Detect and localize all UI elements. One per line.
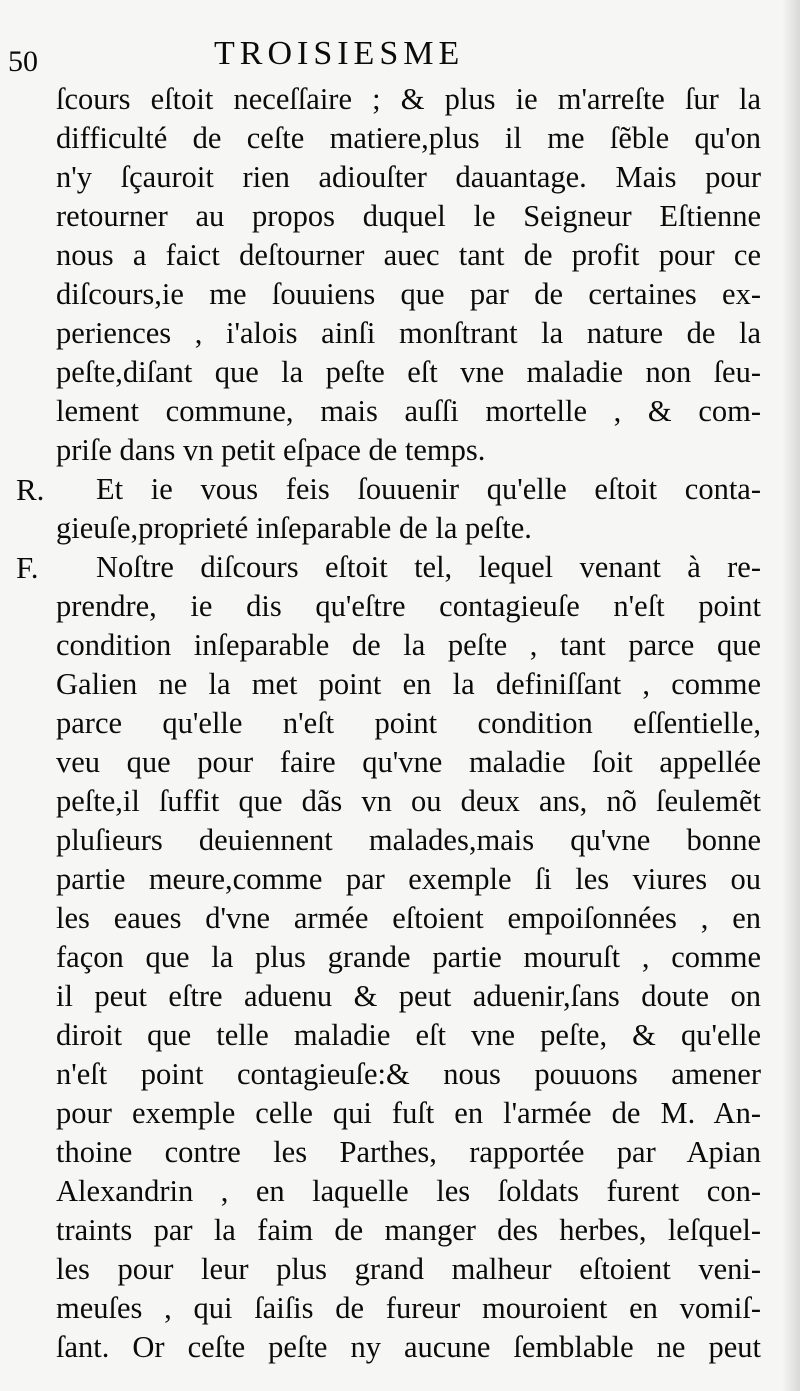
text-line (0, 821, 800, 860)
line-text: meuſes , qui ſaiſis de fureur mouroient en vomiſ- (56, 1291, 761, 1325)
text-line (0, 938, 800, 977)
text-line (0, 743, 800, 782)
line-text: Alexandrin , en laquelle les ſoldats furent con- (56, 1174, 761, 1208)
speaker-label: F. (16, 550, 39, 585)
text-line (0, 1094, 800, 1133)
text-line (0, 158, 800, 197)
text-line (0, 431, 800, 470)
text-line (0, 353, 800, 392)
text-line (0, 626, 800, 665)
line-text: pluſieurs deuiennent malades,mais qu'vne bonne (56, 823, 761, 857)
line-text: partie meure,comme par exemple ſi les viures ou (56, 862, 761, 896)
line-text: priſe dans vn petit eſpace de temps. (56, 433, 486, 467)
text-line (0, 1133, 800, 1172)
text-line (0, 275, 800, 314)
line-text: gieuſe,proprieté inſeparable de la peſte. (56, 511, 532, 545)
line-text: parce qu'elle n'eſt point condition eſſentielle, (56, 706, 761, 740)
line-text: ſcours eſtoit neceſſaire ; & plus ie m'arreſte ſur la (56, 82, 761, 116)
text-line (0, 1016, 800, 1055)
line-text: prendre, ie dis qu'eſtre contagieuſe n'eſt point (56, 589, 761, 623)
text-line (0, 314, 800, 353)
line-text: peſte,diſant que la peſte eſt vne maladie non ſeu- (56, 355, 761, 389)
line-text: peſte,il ſuffit que dãs vn ou deux ans, nõ ſeulemẽt (56, 784, 761, 818)
text-line (0, 470, 800, 509)
text-line (0, 1328, 800, 1367)
running-head-title: TROISIESME (214, 35, 465, 72)
text-line (0, 548, 800, 587)
line-text: pour exemple celle qui fuſt en l'armée de M. An- (56, 1096, 761, 1130)
line-text: Galien ne la met point en la definiſſant , comme (56, 667, 761, 701)
line-text: periences , i'alois ainſi monſtrant la nature de la (56, 316, 761, 350)
text-line (0, 1289, 800, 1328)
line-text: retourner au propos duquel le Seigneur Eſtienne (56, 199, 761, 233)
line-text: diroit que telle maladie eſt vne peſte, & qu'elle (56, 1018, 761, 1052)
line-text: Et ie vous feis ſouuenir qu'elle eſtoit conta- (96, 472, 761, 506)
line-text: il peut eſtre aduenu & peut aduenir,ſans doute on (56, 979, 761, 1013)
text-line (0, 860, 800, 899)
text-line (0, 899, 800, 938)
text-line (0, 782, 800, 821)
text-line (0, 587, 800, 626)
text-line (0, 1172, 800, 1211)
line-text: les eaues d'vne armée eſtoient empoiſonnées , en (56, 901, 761, 935)
line-text: thoine contre les Parthes, rapportée par Apian (56, 1135, 761, 1169)
text-line (0, 119, 800, 158)
line-text: n'eſt point contagieuſe:& nous pouuons amener (56, 1057, 761, 1091)
text-line (0, 704, 800, 743)
line-text: n'y ſçauroit rien adiouſter dauantage. Mais pour (56, 160, 761, 194)
text-line (0, 392, 800, 431)
line-text: Noſtre diſcours eſtoit tel, lequel venant à re- (96, 550, 761, 584)
text-line (0, 1055, 800, 1094)
text-line (0, 1250, 800, 1289)
text-line (0, 977, 800, 1016)
text-line (0, 236, 800, 275)
line-text: diſcours,ie me ſouuiens que par de certaines ex- (56, 277, 761, 311)
text-line (0, 509, 800, 548)
line-text: difficulté de ceſte matiere,plus il me ſẽble qu'on (56, 121, 761, 155)
running-head (0, 30, 800, 78)
line-text: ſant. Or ceſte peſte ny aucune ſemblable ne peut (56, 1330, 761, 1364)
line-text: les pour leur plus grand malheur eſtoient veni- (56, 1252, 761, 1286)
text-line (0, 665, 800, 704)
line-text: lement commune, mais auſſi mortelle , & com- (56, 394, 761, 428)
text-line (0, 1211, 800, 1250)
text-line (0, 80, 800, 119)
text-line (0, 197, 800, 236)
line-text: nous a faict deſtourner auec tant de profit pour ce (56, 238, 761, 272)
line-text: condition inſeparable de la peſte , tant parce que (56, 628, 761, 662)
line-text: traints par la faim de manger des herbes, leſquel- (56, 1213, 761, 1247)
body-text (0, 80, 800, 1367)
line-text: veu que pour faire qu'vne maladie ſoit appellée (56, 745, 761, 779)
page-number: 50 (8, 45, 38, 78)
line-text: façon que la plus grande partie mouruſt , comme (56, 940, 761, 974)
speaker-label: R. (16, 472, 45, 507)
